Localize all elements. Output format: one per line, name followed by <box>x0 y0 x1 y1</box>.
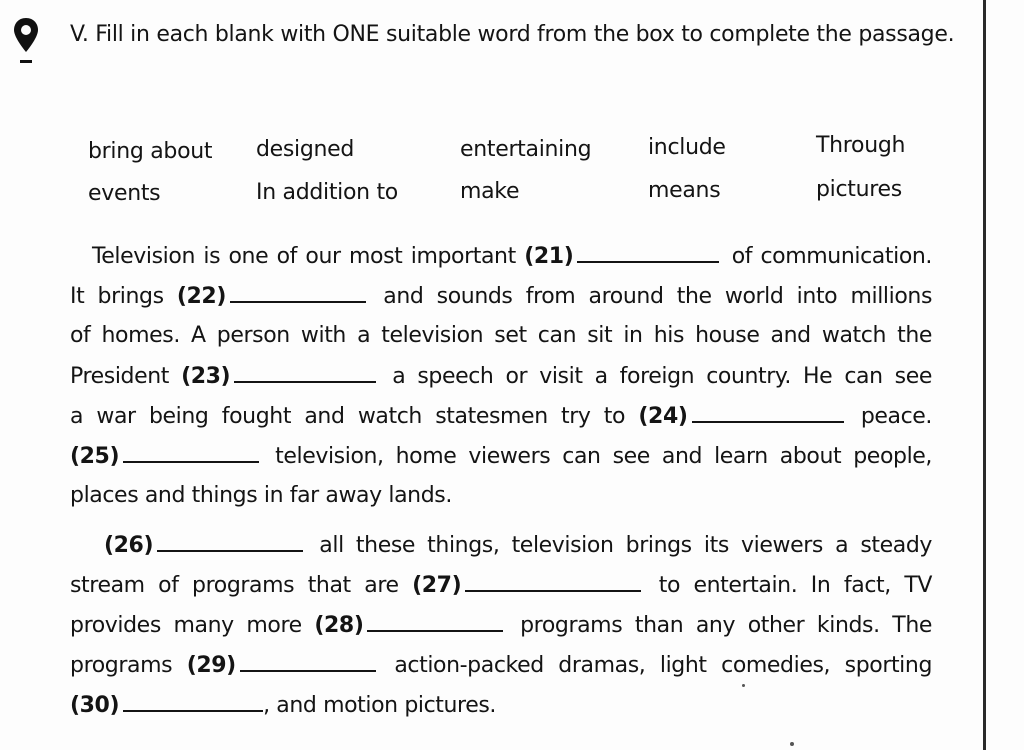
blank-number: (28) <box>314 613 364 638</box>
answer-blank[interactable] <box>367 610 503 632</box>
answer-blank[interactable] <box>577 241 719 263</box>
answer-blank[interactable] <box>692 401 844 423</box>
word-option: entertaining <box>460 137 592 162</box>
passage-line: It brings (22) and sounds from around the world into millions <box>70 281 932 312</box>
passage-line: programs (29) action-packed dramas, light comedies, sporting <box>70 650 932 681</box>
map-pin-icon <box>12 16 40 68</box>
word-option: bring about <box>88 139 213 164</box>
scan-speck <box>742 684 745 687</box>
answer-blank[interactable] <box>465 570 641 592</box>
blank-number: (23) <box>181 364 231 389</box>
blank-number: (22) <box>176 284 226 309</box>
scan-speck <box>790 742 794 746</box>
passage-line: stream of programs that are (27) to entertain. In fact, TV <box>70 570 932 601</box>
passage-line: (25) television, home viewers can see and learn about people, <box>70 441 932 472</box>
exercise-heading: V. Fill in each blank with ONE suitable word from the box to complete the passage. <box>70 22 955 47</box>
word-option: means <box>648 178 721 203</box>
answer-blank[interactable] <box>240 650 376 672</box>
blank-number: (21) <box>524 244 574 269</box>
word-box <box>88 130 938 220</box>
passage-line: places and things in far away lands. <box>70 483 452 508</box>
passage-line: (30) , and motion pictures. <box>70 690 932 721</box>
word-option: events <box>88 181 161 206</box>
answer-blank[interactable] <box>234 361 376 383</box>
passage-line: a war being fought and watch statesmen try to (24) peace. <box>70 401 932 432</box>
word-option: In addition to <box>256 180 398 205</box>
answer-blank[interactable] <box>123 441 259 463</box>
passage-line: President (23) a speech or visit a foreign country. He can see <box>70 361 932 392</box>
answer-blank[interactable] <box>157 530 303 552</box>
blank-number: (27) <box>412 573 462 598</box>
word-option: make <box>460 179 520 204</box>
passage-line: Television is one of our most important (21) of communication. <box>92 241 932 272</box>
blank-number: (26) <box>104 533 154 558</box>
passage-line: (26) all these things, television brings its viewers a steady <box>104 530 932 561</box>
page-border <box>983 0 986 750</box>
word-option: Through <box>816 133 906 158</box>
blank-number: (29) <box>186 653 236 678</box>
answer-blank[interactable] <box>123 690 263 712</box>
passage-line: provides many more (28) programs than any other kinds. The <box>70 610 932 641</box>
passage-line: of homes. A person with a television set can sit in his house and watch the <box>70 323 932 348</box>
word-option: include <box>648 135 726 160</box>
word-option: pictures <box>816 177 902 202</box>
blank-number: (30) <box>70 693 120 718</box>
word-option: designed <box>256 137 355 162</box>
blank-number: (25) <box>70 444 120 469</box>
answer-blank[interactable] <box>230 281 366 303</box>
blank-number: (24) <box>638 404 688 429</box>
